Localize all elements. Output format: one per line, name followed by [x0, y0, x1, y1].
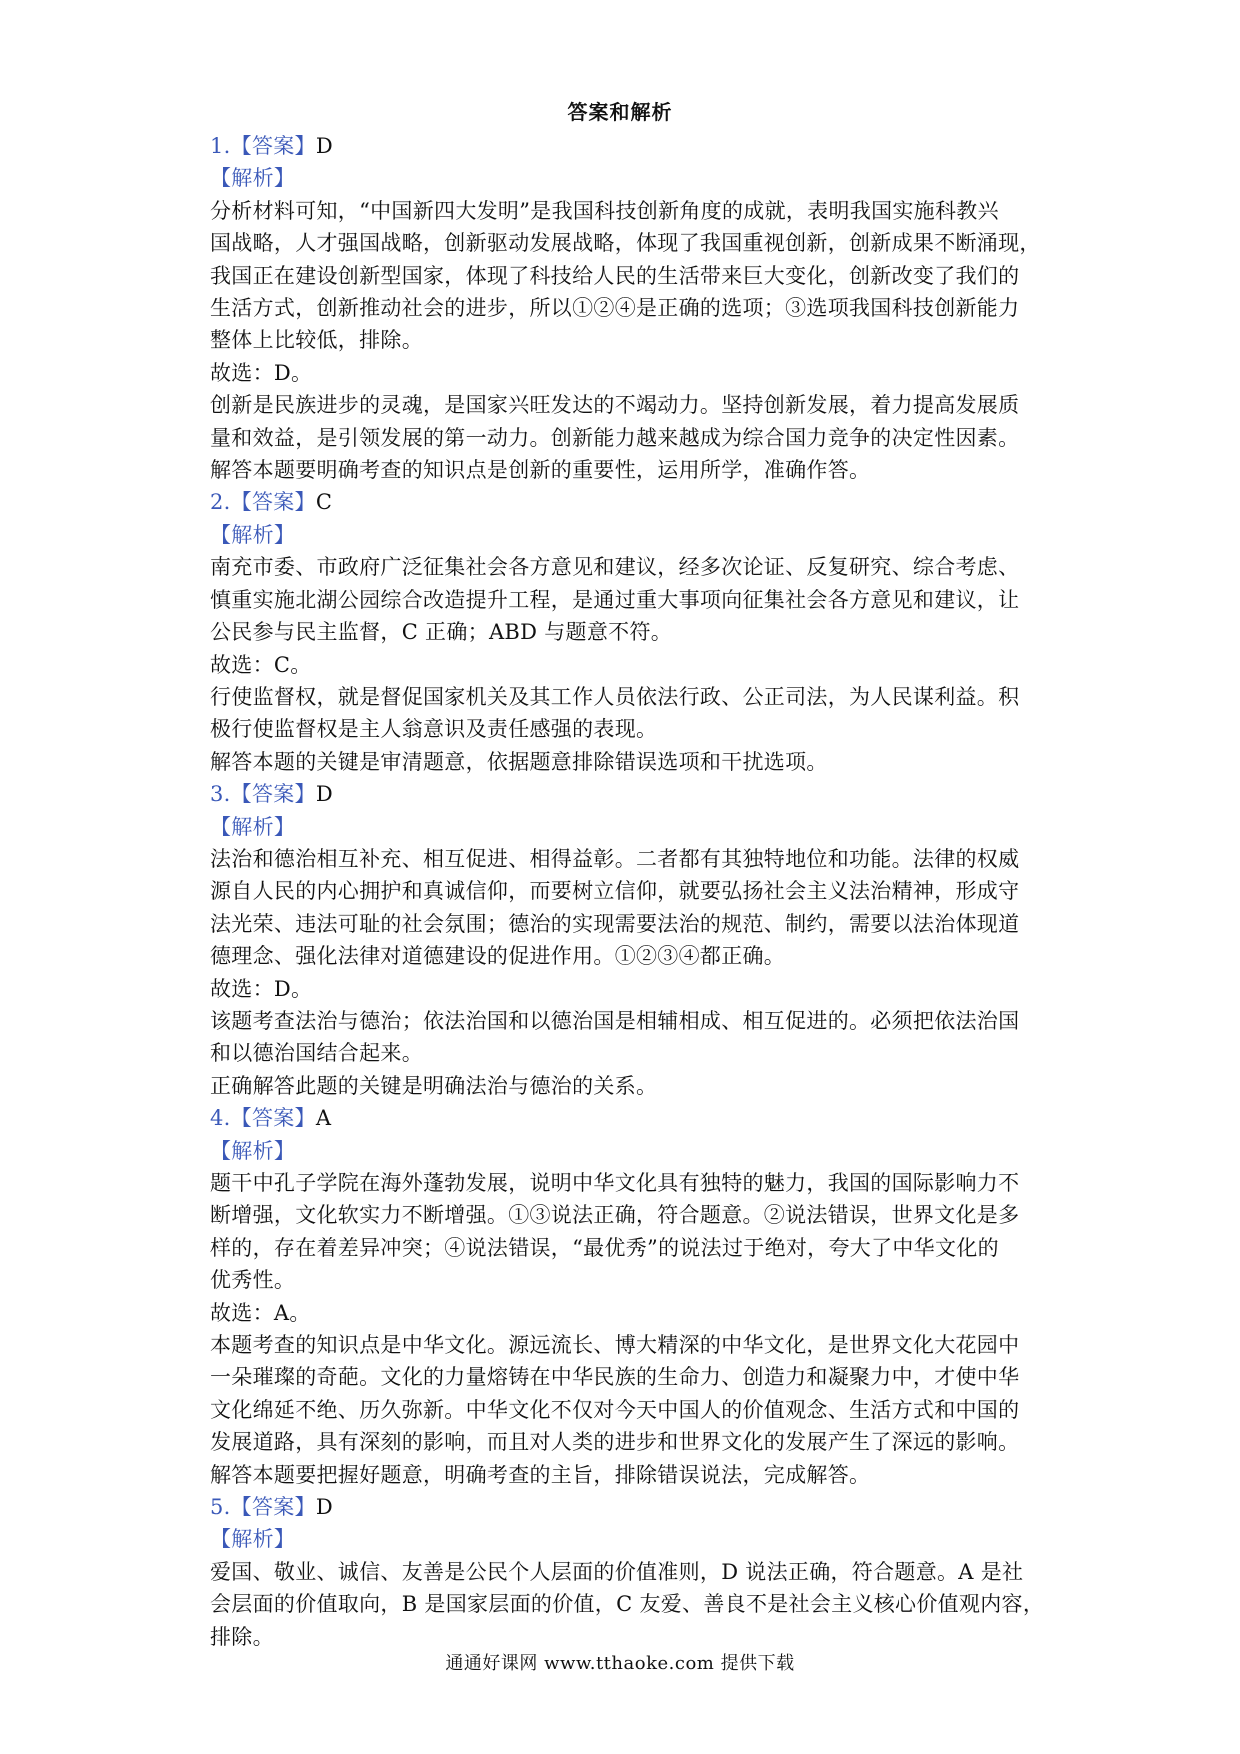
- answer-value: D: [315, 782, 333, 807]
- answer-item: [210, 486, 1046, 778]
- answer-value: C: [315, 490, 333, 515]
- analysis-tag: 【解析】: [210, 1527, 296, 1552]
- explanation-line: 慎重实施北湖公园综合改造提升工程，是通过重大事项向征集社会各方意见和建议，让: [210, 587, 1020, 612]
- answer-tag: 【答案】: [230, 1495, 316, 1520]
- explanation-line: 解答本题要明确考查的知识点是创新的重要性，运用所学，准确作答。: [210, 458, 871, 483]
- explanation-line: 排除。: [210, 1624, 274, 1649]
- explanation-line: 德理念、强化法律对道德建设的促进作用。①②③④都正确。: [210, 944, 786, 969]
- explanation-line: 该题考查法治与德治；依法治国和以德治国是相辅相成、相互促进的。必须把依法治国: [210, 1008, 1020, 1033]
- answer-line: [210, 1102, 1046, 1134]
- explanation-line: 样的，存在着差异冲突；④说法错误，“最优秀”的说法过于绝对，夸大了中华文化的: [210, 1235, 999, 1260]
- analysis-tag: 【解析】: [210, 1138, 296, 1163]
- explanation-line: 公民参与民主监督，C 正确；ABD 与题意不符。: [210, 620, 673, 645]
- analysis-line: [210, 1523, 1046, 1555]
- explanation-line: 题干中孔子学院在海外蓬勃发展，说明中华文化具有独特的魅力，我国的国际影响力不: [210, 1171, 1020, 1195]
- question-number: 3.: [210, 782, 231, 807]
- answer-tag: 【答案】: [230, 490, 316, 515]
- question-number: 1.: [210, 134, 231, 158]
- answer-list: [210, 130, 1046, 1653]
- explanation-line: 断增强，文化软实力不断增强。①③说法正确，符合题意。②说法错误，世界文化是多: [210, 1203, 1020, 1228]
- answer-line: [210, 1491, 1046, 1523]
- explanation-line: 故选：D。: [210, 976, 313, 1001]
- analysis-tag: 【解析】: [210, 522, 296, 547]
- explanation-line: 优秀性。: [210, 1268, 296, 1293]
- analysis-line: [210, 1135, 1046, 1167]
- answer-item: [210, 1102, 1046, 1491]
- analysis-tag: 【解析】: [210, 814, 296, 839]
- explanation-line: 解答本题的关键是审清题意，依据题意排除错误选项和干扰选项。: [210, 749, 828, 774]
- explanation-line: 故选：C。: [210, 652, 312, 677]
- explanation-line: 法光荣、违法可耻的社会氛围；德治的实现需要法治的规范、制约，需要以法治体现道: [210, 911, 1020, 936]
- explanation-line: 解答本题要把握好题意，明确考查的主旨，排除错误说法，完成解答。: [210, 1462, 871, 1487]
- explanation-line: 正确解答此题的关键是明确法治与德治的关系。: [210, 1073, 658, 1098]
- analysis-tag: 【解析】: [210, 166, 296, 191]
- explanation-line: 和以德治国结合起来。: [210, 1041, 423, 1066]
- answer-item: [210, 1491, 1046, 1653]
- explanation-line: 发展道路，具有深刻的影响，而且对人类的进步和世界文化的发展产生了深远的影响。: [210, 1430, 1020, 1455]
- answer-line: [210, 778, 1046, 810]
- explanation-line: 源自人民的内心拥护和真诚信仰，而要树立信仰，就要弘扬社会主义法治精神，形成守: [210, 879, 1020, 904]
- analysis-line: [210, 162, 1046, 194]
- page-footer: 通通好课网 www.tthaoke.com 提供下载: [445, 1653, 795, 1674]
- answer-line: [210, 130, 1046, 162]
- explanation-line: 文化绵延不绝、历久弥新。中华文化不仅对今天中国人的价值观念、生活方式和中国的: [210, 1397, 1020, 1422]
- explanation-line: 量和效益，是引领发展的第一动力。创新能力越来越成为综合国力竞争的决定性因素。: [210, 425, 1020, 450]
- answer-value: D: [315, 1495, 333, 1520]
- explanation-line: 本题考查的知识点是中华文化。源远流长、博大精深的中华文化，是世界文化大花园中: [210, 1333, 1020, 1358]
- explanation-line: 故选：D。: [210, 360, 313, 385]
- explanation-line: 南充市委、市政府广泛征集社会各方意见和建议，经多次论证、反复研究、综合考虑、: [210, 555, 1020, 580]
- explanation-line: 整体上比较低，排除。: [210, 328, 423, 353]
- answer-tag: 【答案】: [230, 782, 316, 807]
- explanation-line: 极行使监督权是主人翁意识及责任感强的表现。: [210, 717, 658, 742]
- question-number: 2.: [210, 490, 231, 515]
- answer-value: A: [315, 1106, 332, 1131]
- analysis-line: [210, 519, 1046, 551]
- question-number: 4.: [210, 1106, 231, 1131]
- explanation-line: 创新是民族进步的灵魂，是国家兴旺发达的不竭动力。坚持创新发展，着力提高发展质: [210, 393, 1020, 418]
- page-title: 答案和解析: [567, 100, 673, 124]
- question-number: 5.: [210, 1495, 231, 1520]
- answer-item: [210, 778, 1046, 1102]
- answer-value: D: [315, 134, 333, 158]
- explanation-line: 法治和德治相互补充、相互促进、相得益彰。二者都有其独特地位和功能。法律的权威: [210, 846, 1020, 871]
- answer-tag: 【答案】: [230, 134, 316, 158]
- explanation-line: 国战略，人才强国战略，创新驱动发展战略，体现了我国重视创新，创新成果不断涌现，: [210, 231, 1041, 256]
- answer-line: [210, 486, 1046, 518]
- explanation-line: 爱国、敬业、诚信、友善是公民个人层面的价值准则，D 说法正确，符合题意。A 是社: [210, 1559, 1024, 1584]
- explanation-line: 行使监督权，就是督促国家机关及其工作人员依法行政、公正司法，为人民谋利益。积: [210, 684, 1020, 709]
- explanation-line: 会层面的价值取向，B 是国家层面的价值，C 友爱、善良不是社会主义核心价值观内容，: [210, 1592, 1045, 1617]
- explanation-line: 一朵璀璨的奇葩。文化的力量熔铸在中华民族的生命力、创造力和凝聚力中，才使中华: [210, 1365, 1020, 1390]
- explanation-line: 我国正在建设创新型国家，体现了科技给人民的生活带来巨大变化，创新改变了我们的: [210, 263, 1020, 288]
- explanation-line: 生活方式，创新推动社会的进步，所以①②④是正确的选项；③选项我国科技创新能力: [210, 296, 1020, 321]
- analysis-line: [210, 811, 1046, 843]
- explanation-line: 分析材料可知，“中国新四大发明”是我国科技创新角度的成就，表明我国实施科教兴: [210, 198, 999, 223]
- answer-item: [210, 130, 1046, 486]
- answer-tag: 【答案】: [230, 1106, 316, 1131]
- explanation-line: 故选：A。: [210, 1300, 311, 1325]
